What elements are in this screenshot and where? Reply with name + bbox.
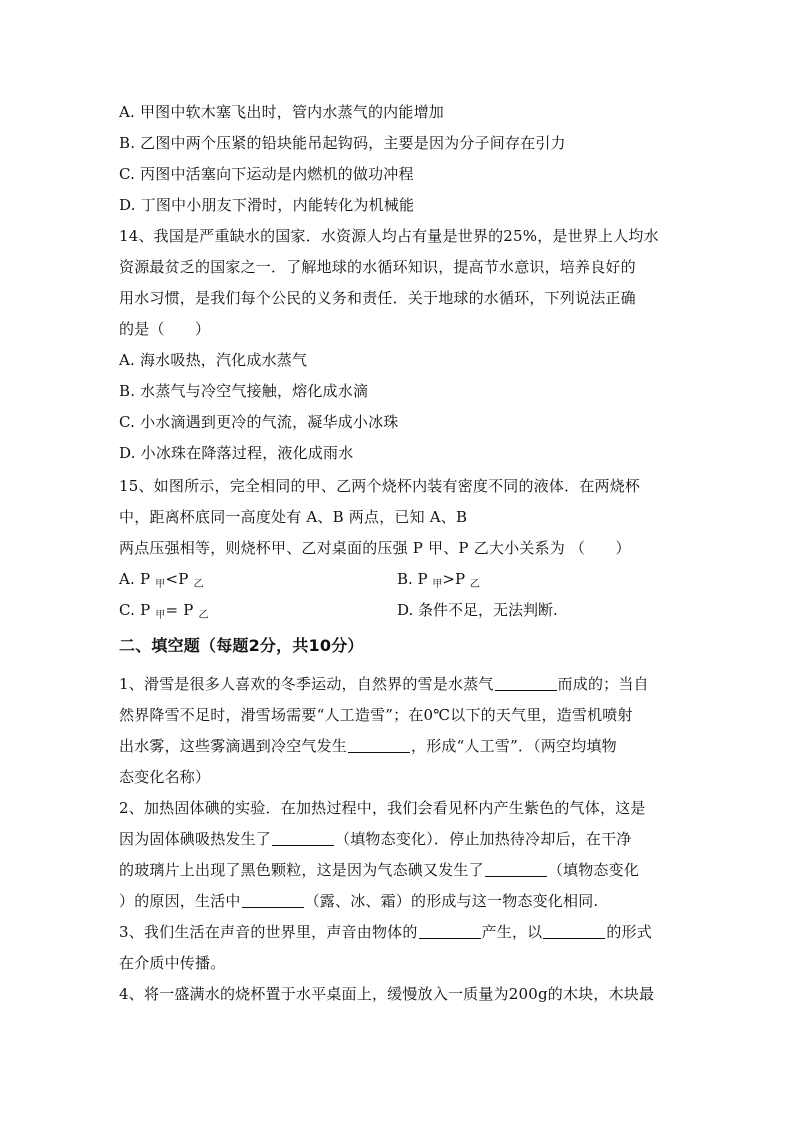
q15-option-c-sub1: 甲 (155, 610, 166, 621)
q14-stem-line1: 14、我国是严重缺水的国家．水资源人均占有量是世界的25%，是世界上人均水 (119, 227, 659, 245)
q15-option-a-mid: <P (165, 570, 194, 588)
q15-option-b-mid: >P (442, 570, 470, 588)
fill1-line3 (119, 736, 617, 756)
fill2-text-b: （填物态变化）．停止加热待冷却后，在干净 (335, 830, 632, 848)
q13-option-d: D. 丁图中小朋友下滑时，内能转化为机械能 (119, 196, 415, 214)
fill2-text-c: 的玻璃片上出现了黑色颗粒，这是因为气态碘又发生了 (119, 861, 484, 879)
q14-stem-line3: 用水习惯，是我们每个公民的义务和责任．关于地球的水循环，下列说法正确 (119, 289, 636, 307)
q15-option-a-sub1: 甲 (155, 579, 166, 590)
answer-blank[interactable] (495, 676, 557, 691)
q15-option-a-prefix: A. P (119, 570, 156, 588)
fill2-line3 (119, 860, 639, 880)
q14-stem-line2: 资源最贫乏的国家之一．了解地球的水循环知识，提高节水意识，培养良好的 (119, 258, 636, 276)
fill3-line2: 在介质中传播。 (119, 954, 226, 972)
q13-option-a: A. 甲图中软木塞飞出时，管内水蒸气的内能增加 (119, 103, 444, 121)
fill2-line4 (119, 891, 598, 911)
fill1-text-c: 出水雾，这些雾滴遇到冷空气发生 (119, 737, 348, 755)
q15-option-d: D. 条件不足，无法判断. (397, 601, 558, 619)
q15-option-c (119, 600, 209, 626)
q14-option-b: B. 水蒸气与冷空气接触，熔化成水滴 (119, 382, 369, 400)
q15-option-a-sub2: 乙 (193, 579, 204, 590)
q15-stem-line3: 两点压强相等，则烧杯甲、乙对桌面的压强 P 甲、P 乙大小关系为 （ ） (119, 539, 631, 557)
fill3-line1 (119, 922, 652, 942)
answer-blank[interactable] (272, 831, 334, 846)
section-title: 二、填空题（每题2分，共10分） (119, 636, 364, 655)
fill2-text-a: 因为固体碘吸热发生了 (119, 830, 272, 848)
q15-option-a (119, 569, 204, 595)
fill2-line1: 2、加热固体碘的实验．在加热过程中，我们会看见杯内产生紫色的气体，这是 (119, 799, 646, 817)
q15-stem-line1: 15、如图所示，完全相同的甲、乙两个烧杯内装有密度不同的液体．在两烧杯 (119, 477, 641, 495)
fill2-text-e: ）的原因，生活中 (119, 892, 241, 910)
answer-blank[interactable] (485, 862, 547, 877)
fill1-text-a: 1、滑雪是很多人喜欢的冬季运动，自然界的雪是水蒸气 (119, 675, 494, 693)
fill3-text-b: 产生，以 (481, 923, 543, 941)
fill3-text-a: 3、我们生活在声音的世界里，声音由物体的 (119, 923, 418, 941)
q13-option-b: B. 乙图中两个压紧的铅块能吊起钩码，主要是因为分子间存在引力 (119, 134, 566, 152)
fill1-text-d: ，形成“人工雪”．（两空均填物 (411, 737, 617, 755)
q13-option-c: C. 丙图中活塞向下运动是内燃机的做功冲程 (119, 165, 414, 183)
q15-option-b-prefix: B. P (397, 570, 433, 588)
fill1-line2: 然界降雪不足时，滑雪场需要“人工造雪”；在0℃以下的天气里，造雪机喷射 (119, 706, 633, 724)
answer-blank[interactable] (543, 924, 605, 939)
fill3-text-c: 的形式 (606, 923, 652, 941)
q15-stem-line2: 中，距离杯底同一高度处有 A、B 两点，已知 A、B (119, 508, 468, 526)
q14-option-c: C. 小水滴遇到更冷的气流，凝华成小冰珠 (119, 413, 399, 431)
q15-option-c-mid: = P (165, 601, 199, 619)
q15-option-b-sub1: 甲 (432, 579, 443, 590)
q15-option-c-prefix: C. P (119, 601, 156, 619)
fill1-text-b: 而成的；当自 (557, 675, 649, 693)
fill2-text-f: （露、冰、霜）的形成与这一物态变化相同. (304, 892, 599, 910)
q15-option-c-sub2: 乙 (198, 610, 209, 621)
fill2-line2 (119, 829, 632, 849)
fill4-line1: 4、将一盛满水的烧杯置于水平桌面上，缓慢放入一质量为200g的木块，木块最 (119, 985, 655, 1003)
q15-option-b (397, 569, 480, 595)
fill1-line1 (119, 674, 649, 694)
q14-stem-line4: 的是（ ） (119, 320, 211, 338)
q15-option-b-sub2: 乙 (469, 579, 480, 590)
answer-blank[interactable] (419, 924, 481, 939)
fill2-text-d: （填物态变化 (547, 861, 640, 879)
answer-blank[interactable] (348, 738, 410, 753)
answer-blank[interactable] (242, 893, 304, 908)
q14-option-a: A. 海水吸热，汽化成水蒸气 (119, 351, 308, 369)
fill1-line4: 态变化名称） (119, 768, 211, 786)
q14-option-d: D. 小冰珠在降落过程，液化成雨水 (119, 444, 354, 462)
